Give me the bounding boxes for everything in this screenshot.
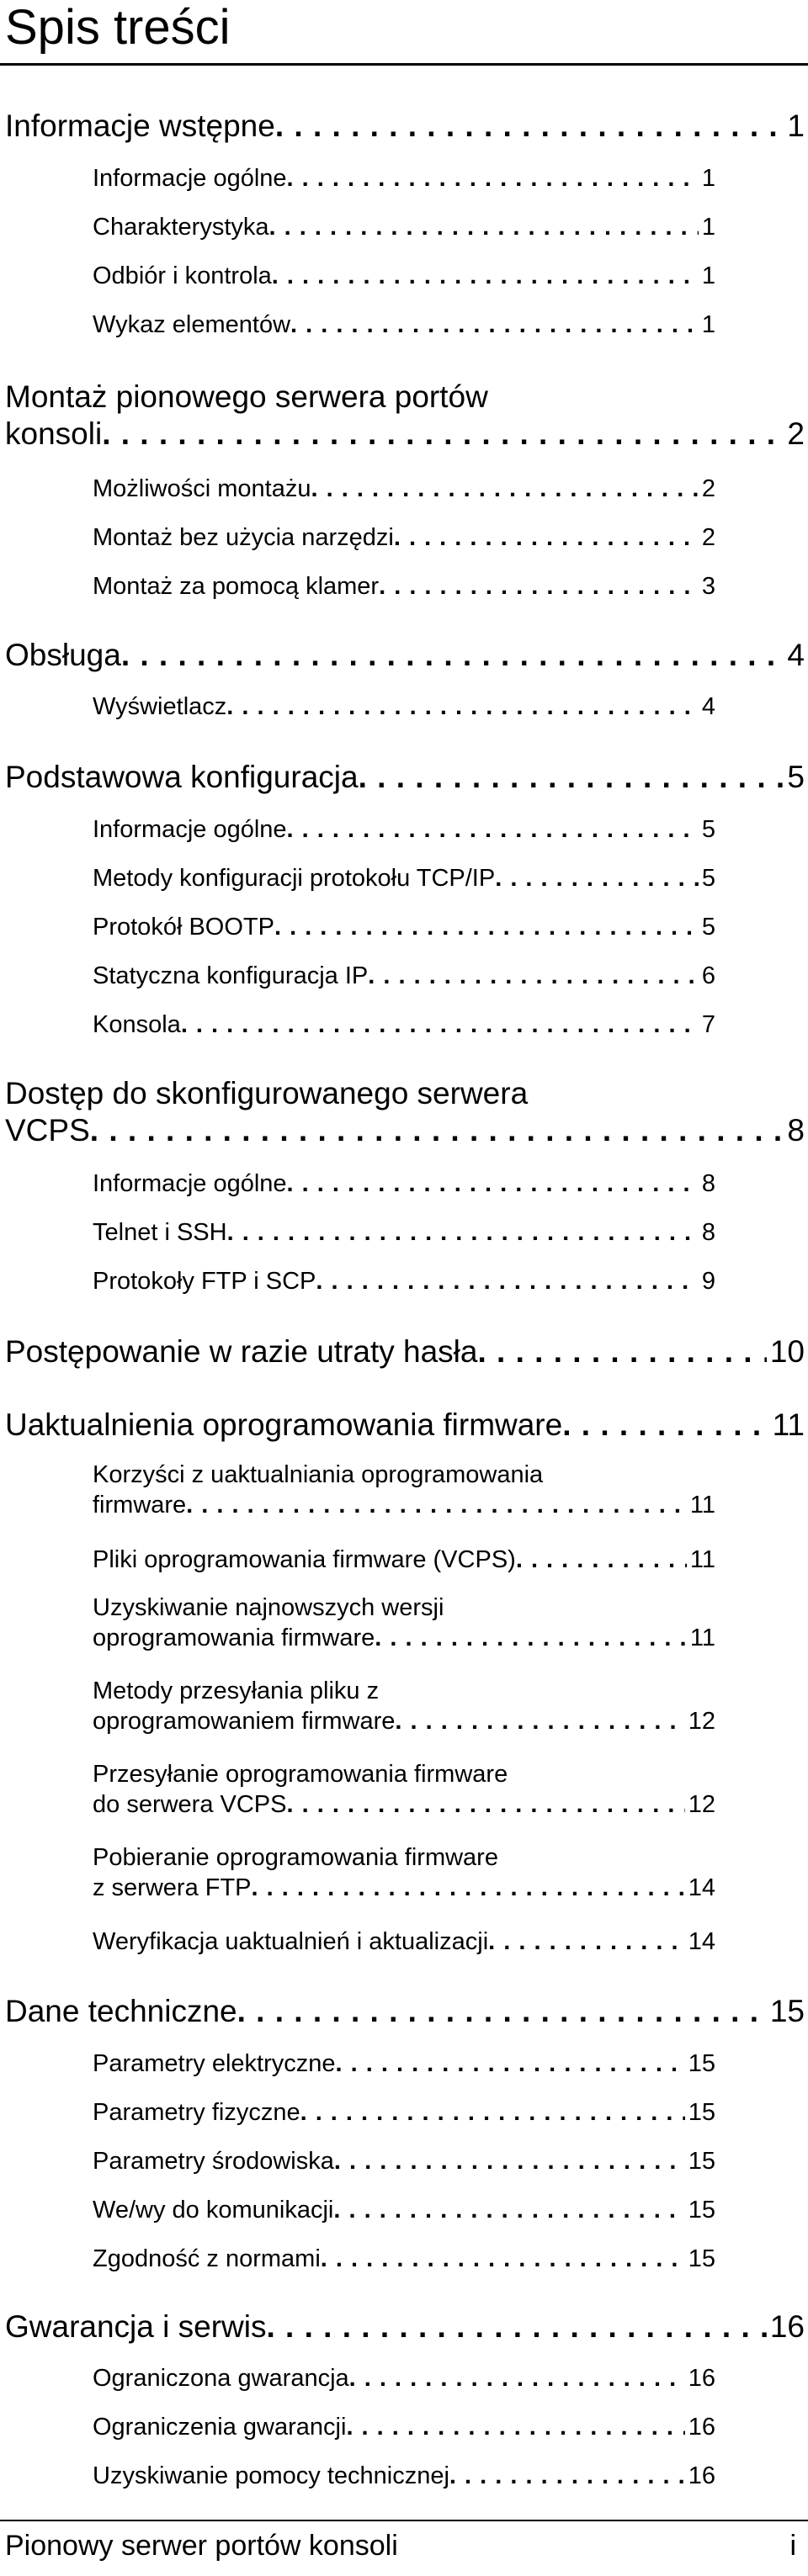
toc-entry-label: Charakterystyka xyxy=(93,214,269,241)
toc-page-number: 1 xyxy=(787,109,805,143)
toc-entry-label: We/wy do komunikacji xyxy=(93,2197,334,2224)
toc-entry-label: Uzyskiwanie pomocy technicznej xyxy=(93,2462,449,2489)
toc-page-number: 15 xyxy=(688,2245,715,2272)
toc-entry-label: Weryfikacja uaktualnień i aktualizacji xyxy=(93,1928,489,1955)
toc-page-number: 5 xyxy=(701,914,715,941)
toc-section-korzysci[interactable] xyxy=(93,1460,715,1520)
leader-dots xyxy=(287,1789,685,1820)
toc-page-number: 14 xyxy=(688,1874,715,1901)
toc-entry-label: Dane techniczne xyxy=(5,1994,237,2028)
leader-dots xyxy=(477,1333,766,1370)
leader-dots xyxy=(488,1927,685,1957)
toc-page-number: 11 xyxy=(689,1492,715,1519)
toc-entry-label: Uzyskiwanie najnowszych wersji xyxy=(93,1594,444,1621)
toc-entry-label-continued: firmware xyxy=(93,1492,187,1519)
toc-section-konsola[interactable] xyxy=(93,1010,715,1040)
toc-page-number: 2 xyxy=(787,416,805,451)
toc-entry-label: Parametry fizyczne xyxy=(93,2099,300,2126)
toc-entry-label: Statyczna konfiguracja IP xyxy=(93,962,369,989)
toc-page-number: 6 xyxy=(701,962,715,989)
toc-entry-label-continued: konsoli xyxy=(5,416,103,451)
leader-dots xyxy=(226,692,699,722)
leader-dots xyxy=(394,522,699,553)
toc-section-pomoc-techniczna[interactable] xyxy=(93,2461,715,2491)
toc-chapter-obsluga[interactable] xyxy=(5,637,805,674)
toc-section-statyczna-ip[interactable] xyxy=(93,961,715,991)
toc-entry-label: Korzyści z uaktualniania oprogramowania xyxy=(93,1461,544,1488)
leader-dots xyxy=(272,261,699,291)
toc-page-number: 12 xyxy=(688,1708,715,1735)
footer-page-number: i xyxy=(789,2530,796,2562)
toc-entry-label: Telnet i SSH xyxy=(93,1219,227,1246)
toc-entry-label-continued: z serwera FTP xyxy=(93,1874,252,1901)
toc-section-informacje-ogolne-2[interactable] xyxy=(93,814,715,845)
leader-dots xyxy=(90,1112,784,1149)
toc-page-number: 16 xyxy=(688,2414,715,2441)
toc-entry-label: Informacje ogólne xyxy=(93,1170,287,1197)
toc-section-parametry-srodowiska[interactable] xyxy=(93,2146,715,2176)
toc-page-number: 1 xyxy=(701,262,715,289)
leader-dots xyxy=(252,1873,685,1903)
leader-dots xyxy=(227,1217,699,1248)
leader-dots xyxy=(290,310,699,340)
toc-section-montaz-klamer[interactable] xyxy=(93,571,715,602)
toc-entry-label-continued: oprogramowaniem firmware xyxy=(93,1708,396,1735)
toc-page-number: 11 xyxy=(772,1407,805,1442)
toc-entry-label: Wykaz elementów xyxy=(93,311,291,338)
toc-page-number: 15 xyxy=(688,2050,715,2077)
leader-dots xyxy=(321,2244,685,2274)
toc-page-number: 12 xyxy=(688,1791,715,1818)
leader-dots xyxy=(449,2461,685,2491)
toc-entry-label: Informacje wstępne xyxy=(5,109,275,143)
leader-dots xyxy=(375,1623,687,1653)
toc-page-number: 14 xyxy=(688,1928,715,1955)
toc-entry-label: Zgodność z normami xyxy=(93,2245,321,2272)
toc-page-number: 15 xyxy=(769,1994,805,2028)
toc-section-telnet-ssh[interactable] xyxy=(93,1217,715,1248)
toc-chapter-utrata-hasla[interactable] xyxy=(5,1333,805,1370)
toc-page-number: 4 xyxy=(787,638,805,672)
leader-dots xyxy=(562,1407,768,1444)
toc-page-number: 2 xyxy=(701,524,715,551)
toc-page-number: 1 xyxy=(701,214,715,241)
toc-page-number: 3 xyxy=(701,573,715,600)
leader-dots xyxy=(379,571,699,602)
toc-entry-label-continued: VCPS xyxy=(5,1113,90,1148)
toc-chapter-gwarancja[interactable] xyxy=(5,2308,805,2345)
leader-dots xyxy=(333,2195,684,2225)
toc-section-pobieranie-ftp[interactable] xyxy=(93,1842,715,1903)
toc-entry-label: Podstawowa konfiguracja xyxy=(5,760,359,794)
leader-dots xyxy=(274,912,699,942)
toc-entry-label: Odbiór i kontrola xyxy=(93,262,272,289)
leader-dots xyxy=(311,474,698,504)
toc-entry-label: Pobieranie oprogramowania firmware xyxy=(93,1844,498,1871)
toc-entry-label: Przesyłanie oprogramowania firmware xyxy=(93,1761,508,1788)
leader-dots xyxy=(316,1266,698,1296)
toc-chapter-informacje-wstepne[interactable] xyxy=(5,108,805,145)
leader-dots xyxy=(395,1706,684,1736)
toc-page-number: 5 xyxy=(787,760,805,794)
toc-page-number: 2 xyxy=(701,475,715,502)
toc-page-number: 10 xyxy=(769,1334,805,1369)
toc-entry-label: Obsługa xyxy=(5,638,121,672)
leader-dots xyxy=(516,1545,687,1575)
toc-section-mozliwosci-montazu[interactable] xyxy=(93,474,715,504)
toc-page-number: 8 xyxy=(701,1219,715,1246)
toc-section-metody-tcpip[interactable] xyxy=(93,863,715,893)
toc-page-number: 5 xyxy=(701,865,715,892)
toc-page-number: 16 xyxy=(769,2309,805,2344)
toc-section-informacje-ogolne[interactable] xyxy=(93,163,715,193)
toc-entry-label: Metody konfiguracji protokołu TCP/IP xyxy=(93,865,496,892)
toc-entry-label: Konsola xyxy=(93,1011,181,1038)
toc-page-number: 8 xyxy=(787,1113,805,1148)
toc-entry-label: Postępowanie w razie utraty hasła xyxy=(5,1334,478,1369)
leader-dots xyxy=(287,1169,699,1199)
toc-entry-label: Parametry środowiska xyxy=(93,2148,334,2175)
toc-entry-label: Informacje ogólne xyxy=(93,165,287,192)
toc-section-metody-przesylania[interactable] xyxy=(93,1676,715,1736)
toc-section-weryfikacja[interactable] xyxy=(93,1927,715,1957)
leader-dots xyxy=(334,2146,685,2176)
toc-entry-label: Metody przesyłania pliku z xyxy=(93,1678,380,1704)
toc-page-number: 15 xyxy=(688,2148,715,2175)
leader-dots xyxy=(237,1993,767,2030)
toc-section-ograniczona-gwarancja[interactable] xyxy=(93,2363,715,2393)
toc-entry-label: Ograniczona gwarancja xyxy=(93,2365,349,2392)
toc-page-number: 11 xyxy=(689,1546,715,1573)
toc-entry-label-continued: do serwera VCPS xyxy=(93,1791,287,1818)
toc-page-number: 5 xyxy=(701,816,715,843)
toc-page-number: 15 xyxy=(688,2197,715,2224)
toc-page-number: 4 xyxy=(701,693,715,720)
toc-section-odbior-i-kontrola[interactable] xyxy=(93,261,715,291)
toc-entry-label: Uaktualnienia oprogramowania firmware xyxy=(5,1407,563,1442)
leader-dots xyxy=(269,212,699,242)
toc-page-number: 16 xyxy=(688,2462,715,2489)
leader-dots xyxy=(181,1010,699,1040)
toc-section-we-wy[interactable] xyxy=(93,2195,715,2225)
toc-page-number: 9 xyxy=(701,1268,715,1295)
toc-entry-label: Dostęp do skonfigurowanego serwera xyxy=(5,1076,529,1110)
toc-page-number: 1 xyxy=(701,311,715,338)
leader-dots xyxy=(121,637,784,674)
toc-section-przesylanie-vcps[interactable] xyxy=(93,1759,715,1820)
leader-dots xyxy=(266,2308,766,2345)
toc-section-bootp[interactable] xyxy=(93,912,715,942)
toc-section-pliki-vcps[interactable] xyxy=(93,1545,715,1575)
toc-chapter-podstawowa-konfiguracja[interactable] xyxy=(5,759,805,796)
toc-entry-label: Ograniczenia gwarancji xyxy=(93,2414,347,2441)
toc-entry-label: Montaż za pomocą klamer xyxy=(93,573,380,600)
toc-section-uzyskiwanie-wersji[interactable] xyxy=(93,1593,715,1653)
top-rule xyxy=(0,63,808,66)
footer-document-title: Pionowy serwer portów konsoli xyxy=(5,2530,398,2562)
toc-section-ftp-scp[interactable] xyxy=(93,1266,715,1296)
toc-section-informacje-ogolne-3[interactable] xyxy=(93,1169,715,1199)
leader-dots xyxy=(349,2363,685,2393)
leader-dots xyxy=(336,2049,685,2079)
toc-page-number: 15 xyxy=(688,2099,715,2126)
toc-section-ograniczenia-gwarancji[interactable] xyxy=(93,2412,715,2442)
leader-dots xyxy=(368,961,699,991)
leader-dots xyxy=(495,863,699,893)
bottom-rule xyxy=(0,2520,808,2521)
toc-section-parametry-elektryczne[interactable] xyxy=(93,2049,715,2079)
leader-dots xyxy=(186,1490,687,1520)
toc-chapter-montaz[interactable] xyxy=(5,379,805,453)
leader-dots xyxy=(359,759,784,796)
leader-dots xyxy=(287,814,699,845)
toc-page-number: 16 xyxy=(688,2365,715,2392)
toc-entry-label: Montaż bez użycia narzędzi xyxy=(93,524,394,551)
toc-entry-label: Parametry elektryczne xyxy=(93,2050,336,2077)
toc-section-montaz-bez-narzedzi[interactable] xyxy=(93,522,715,553)
toc-entry-label: Możliwości montażu xyxy=(93,475,311,502)
toc-section-parametry-fizyczne[interactable] xyxy=(93,2097,715,2128)
toc-page-number: 8 xyxy=(701,1170,715,1197)
toc-section-zgodnosc[interactable] xyxy=(93,2244,715,2274)
toc-entry-label: Informacje ogólne xyxy=(93,816,287,843)
toc-page-number: 7 xyxy=(701,1011,715,1038)
toc-entry-label-continued: oprogramowania firmware xyxy=(93,1625,375,1651)
leader-dots xyxy=(346,2412,684,2442)
toc-section-wyswietlacz[interactable] xyxy=(93,692,715,722)
toc-chapter-dostep-vcps[interactable] xyxy=(5,1075,805,1149)
leader-dots xyxy=(300,2097,685,2128)
toc-section-charakterystyka[interactable] xyxy=(93,212,715,242)
toc-chapter-dane-techniczne[interactable] xyxy=(5,1993,805,2030)
toc-entry-label: Pliki oprogramowania firmware (VCPS) xyxy=(93,1546,516,1573)
toc-entry-label: Wyświetlacz xyxy=(93,693,227,720)
leader-dots xyxy=(287,163,699,193)
toc-entry-label: Protokoły FTP i SCP xyxy=(93,1268,316,1295)
leader-dots xyxy=(275,108,784,145)
toc-entry-label: Gwarancja i serwis xyxy=(5,2309,267,2344)
page-title: Spis treści xyxy=(5,0,231,55)
leader-dots xyxy=(102,416,784,453)
toc-entry-label: Montaż pionowego serwera portów xyxy=(5,379,488,414)
toc-page-number: 1 xyxy=(701,165,715,192)
toc-section-wykaz-elementow[interactable] xyxy=(93,310,715,340)
toc-chapter-uaktualnienia[interactable] xyxy=(5,1407,805,1444)
toc-page-number: 11 xyxy=(689,1625,715,1651)
toc-entry-label: Protokół BOOTP xyxy=(93,914,274,941)
